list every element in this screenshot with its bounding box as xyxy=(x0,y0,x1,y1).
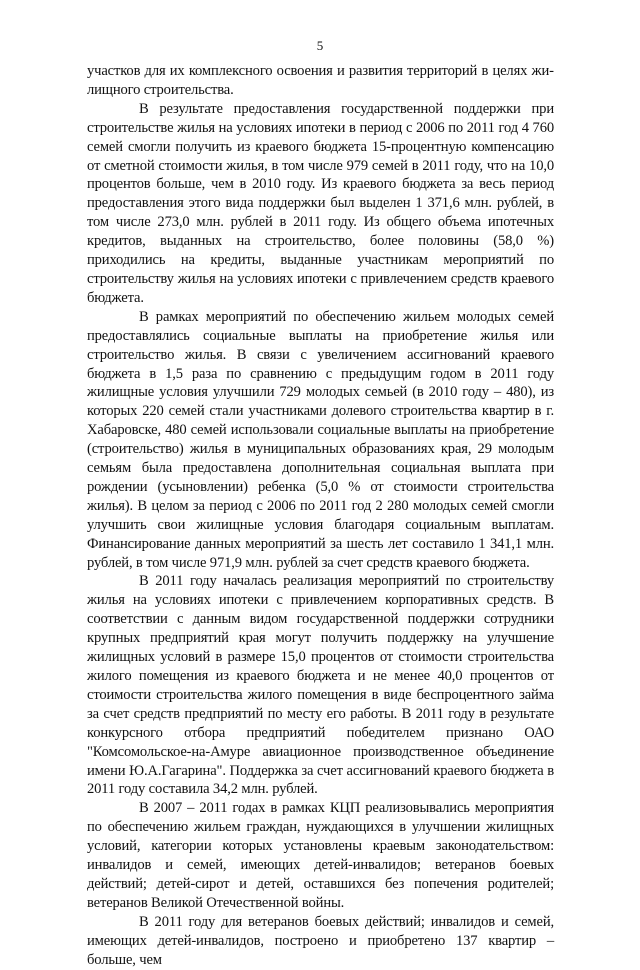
paragraph-continuation: участков для их комплексного освоения и развития территорий в целях жилищного строительства. xyxy=(87,63,554,98)
document-body xyxy=(87,62,554,970)
paragraph-young-families: В рамках мероприятий по обеспечению жильем молодых семей предоставлялись социальные выплаты на приобретение жилья или строительство жилья. В связи с увеличением ассигнований краевого бюджета в 1,5 раза по сравнению с предыдущим годом в 2011 году жилищные условия улучшили 729 молодых семьей (в 2010 году – 480), из которых 220 семей стали участниками долевого строительства квартир в г. Хабаровске, 480 семей использовали социальные выплаты на приобретение (строительство) жилья в муниципальных образованиях края, 29 молодым семьям была предоставлена дополнительная социальная выплата при рождении (усыновлении) ребенка (5,0 % от стоимости строительства жилья). В целом за период с 2006 по 2011 год 2 280 молодых семей смогли улучшить свои жилищные условия благодаря социальным выплатам. Финансирование данных мероприятий за шесть лет составило 1 341,1 млн. рублей, в том числе 971,9 млн. рублей за счет средств краевого бюджета. xyxy=(87,308,554,571)
paragraph-corporate-mortgage: В 2011 году началась реализация мероприятий по строительству жилья на условиях ипотеки с привлечением корпоративных средств. В соответствии с данным видом государственной поддержки сотрудники крупных предприятий края могут получить поддержку на улучшение жилищных условий в размере 15,0 процентов от стоимости строительства жилого помещения из краевого бюджета и не менее 40,0 процентов от стоимости строительства жилого помещения в виде беспроцентного займа за счет средств предприятий по месту его работы. В 2011 году в результате конкурсного отбора предприятий победителем признано ОАО "Комсомольское-на-Амуре авиационное производственное объединение имени Ю.А.Гагарина". Поддержка за счет ассигнований краевого бюджета в 2011 году составила 34,2 млн. рублей. xyxy=(87,573,554,798)
paragraph-veterans-housing: В 2011 году для ветеранов боевых действий; инвалидов и семей, имеющих детей-инвалидов, построено и приобретено 137 квартир – больше, чем xyxy=(87,913,554,968)
page-number: 5 xyxy=(316,38,324,53)
paragraph-mortgage-support: В результате предоставления государственной поддержки при строительстве жилья на условиях ипотеки в период с 2006 по 2011 год 4 760 семей смогли получить из краевого бюджета 15-процентную компенсацию от сметной стоимости жилья, в том числе 979 семей в 2011 году, что на 10,0 процентов больше, чем в 2010 году. Из краевого бюджета за весь период предоставления этого вида поддержки был выделен 1 371,6 млн. рублей, в том числе 273,0 млн. рублей в 2011 году. Из общего объема ипотечных кредитов, выданных на строительство, более половины (58,0 %) приходились на кредиты, выданные участникам мероприятий по строительству жилья на условиях ипотеки с привлечением средств краевого бюджета. xyxy=(87,100,554,306)
paragraph-kcp-measures: В 2007 – 2011 годах в рамках КЦП реализовывались мероприятия по обеспечению жильем граждан, нуждающихся в улучшении жилищных условий, категории которых установлены краевым законодательством: инвалидов и семей, имеющих детей-инвалидов; ветеранов боевых действий; детей-сирот и детей, оставшихся без попечения родителей; ветеранов Великой Отечественной войны. xyxy=(87,800,554,911)
